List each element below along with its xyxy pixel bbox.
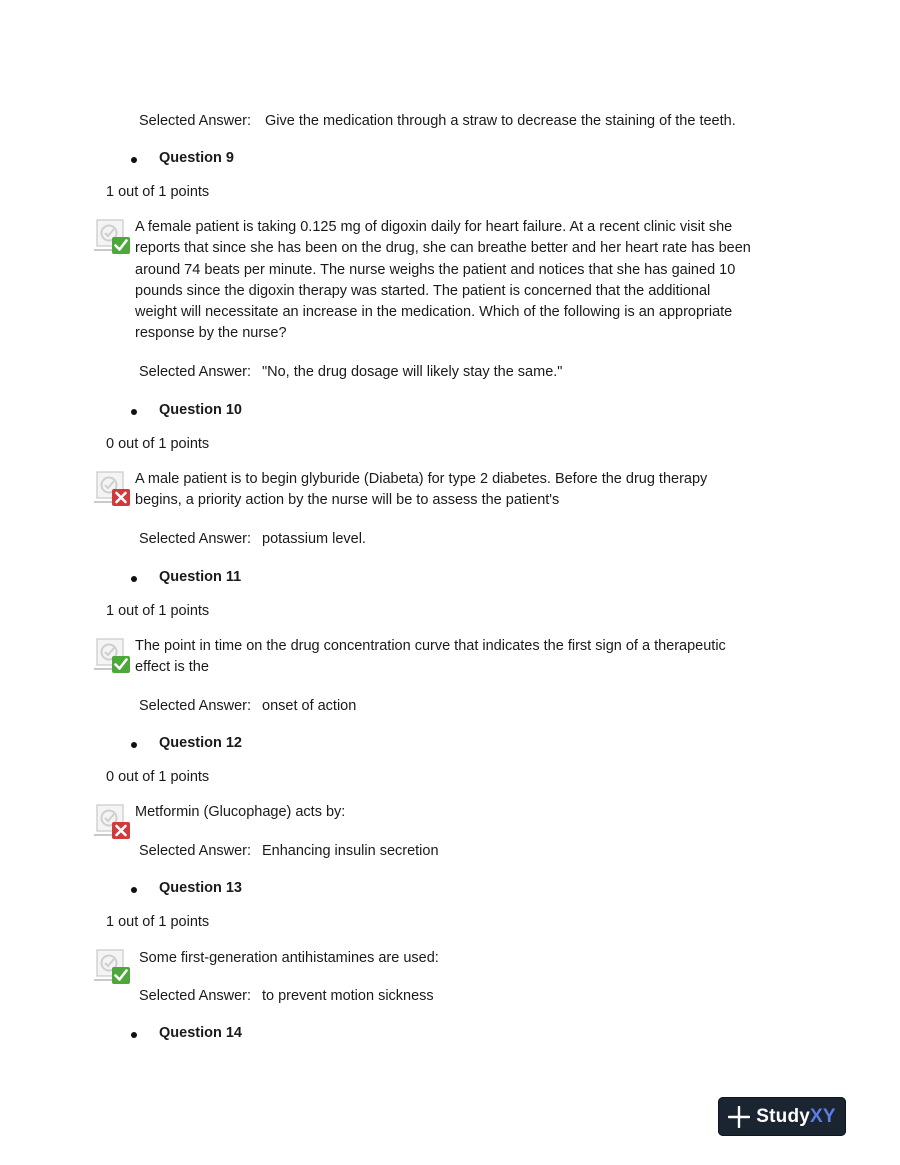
stem-line: effect is the <box>135 659 209 676</box>
selected-answer-value: to prevent motion sickness <box>262 988 434 1004</box>
question-title: Question 14 <box>159 1025 242 1041</box>
stem-line: A female patient is taking 0.125 mg of digoxin daily for heart failure. At a recent clinic visit she <box>135 219 733 235</box>
selected-answer-value: "No, the drug dosage will likely stay the same." <box>262 364 563 380</box>
stem-line: reports that since she has been on the drug, she can breathe better and her heart rate has been <box>135 240 751 257</box>
selected-answer-label: Selected Answer: <box>139 364 252 380</box>
selected-answer-value: potassium level. <box>262 531 366 547</box>
stem-line: pounds since the digoxin therapy was started. The patient is concerned that the additional <box>135 282 711 299</box>
question-stem <box>135 802 345 823</box>
bullet-icon <box>131 887 137 893</box>
correct-check-icon <box>93 946 131 986</box>
question-points: 0 out of 1 points <box>106 436 210 452</box>
stem-line: A male patient is to begin glyburide (Diabeta) for type 2 diabetes. Before the drug therapy <box>135 471 708 487</box>
brand-name <box>756 1106 836 1128</box>
question-points: 1 out of 1 points <box>106 184 210 200</box>
brand-name-part1: Study <box>756 1105 811 1127</box>
selected-answer-label: Selected Answer: <box>139 988 252 1004</box>
question-points: 1 out of 1 points <box>106 914 210 930</box>
question-stem <box>139 948 439 969</box>
stem-line: weight will necessitate an increase in the medication. Which of the following is an appropriate <box>135 304 733 321</box>
stem-line: Metformin (Glucophage) acts by: <box>135 804 346 820</box>
bullet-icon <box>131 157 137 163</box>
incorrect-x-icon <box>93 468 131 508</box>
question-points: 0 out of 1 points <box>106 769 210 785</box>
brand-name-part2: XY <box>810 1105 836 1127</box>
selected-answer-label: Selected Answer: <box>139 531 252 547</box>
question-title: Question 10 <box>159 402 242 418</box>
selected-answer-label: Selected Answer: <box>139 843 252 859</box>
question-title: Question 9 <box>159 150 234 166</box>
stem-line: Some first-generation antihistamines are used: <box>139 950 439 966</box>
bullet-icon <box>131 742 137 748</box>
incorrect-x-icon <box>93 801 131 841</box>
selected-answer-label: Selected Answer: <box>139 113 252 129</box>
selected-answer-value: onset of action <box>262 698 357 714</box>
question-title: Question 11 <box>159 569 242 585</box>
question-stem <box>135 217 751 345</box>
bullet-icon <box>131 409 137 415</box>
stem-line: The point in time on the drug concentration curve that indicates the first sign of a therapeutic <box>135 638 726 654</box>
correct-check-icon <box>93 635 131 675</box>
correct-check-icon <box>93 216 131 256</box>
question-points: 1 out of 1 points <box>106 603 210 619</box>
plus-icon <box>728 1106 750 1128</box>
selected-answer-value: Enhancing insulin secretion <box>262 843 439 859</box>
bullet-icon <box>131 1032 137 1038</box>
selected-answer-value: Give the medication through a straw to decrease the staining of the teeth. <box>265 113 736 129</box>
bullet-icon <box>131 576 137 582</box>
question-title: Question 12 <box>159 735 242 751</box>
question-stem <box>135 469 707 512</box>
selected-answer-label: Selected Answer: <box>139 698 252 714</box>
studyxy-logo-badge[interactable] <box>718 1097 846 1136</box>
stem-line: around 74 beats per minute. The nurse weighs the patient and notices that she has gained 10 <box>135 261 736 278</box>
stem-line: begins, a priority action by the nurse will be to assess the patient's <box>135 492 560 509</box>
question-title: Question 13 <box>159 880 242 896</box>
stem-line: response by the nurse? <box>135 325 287 342</box>
question-stem <box>135 636 726 679</box>
